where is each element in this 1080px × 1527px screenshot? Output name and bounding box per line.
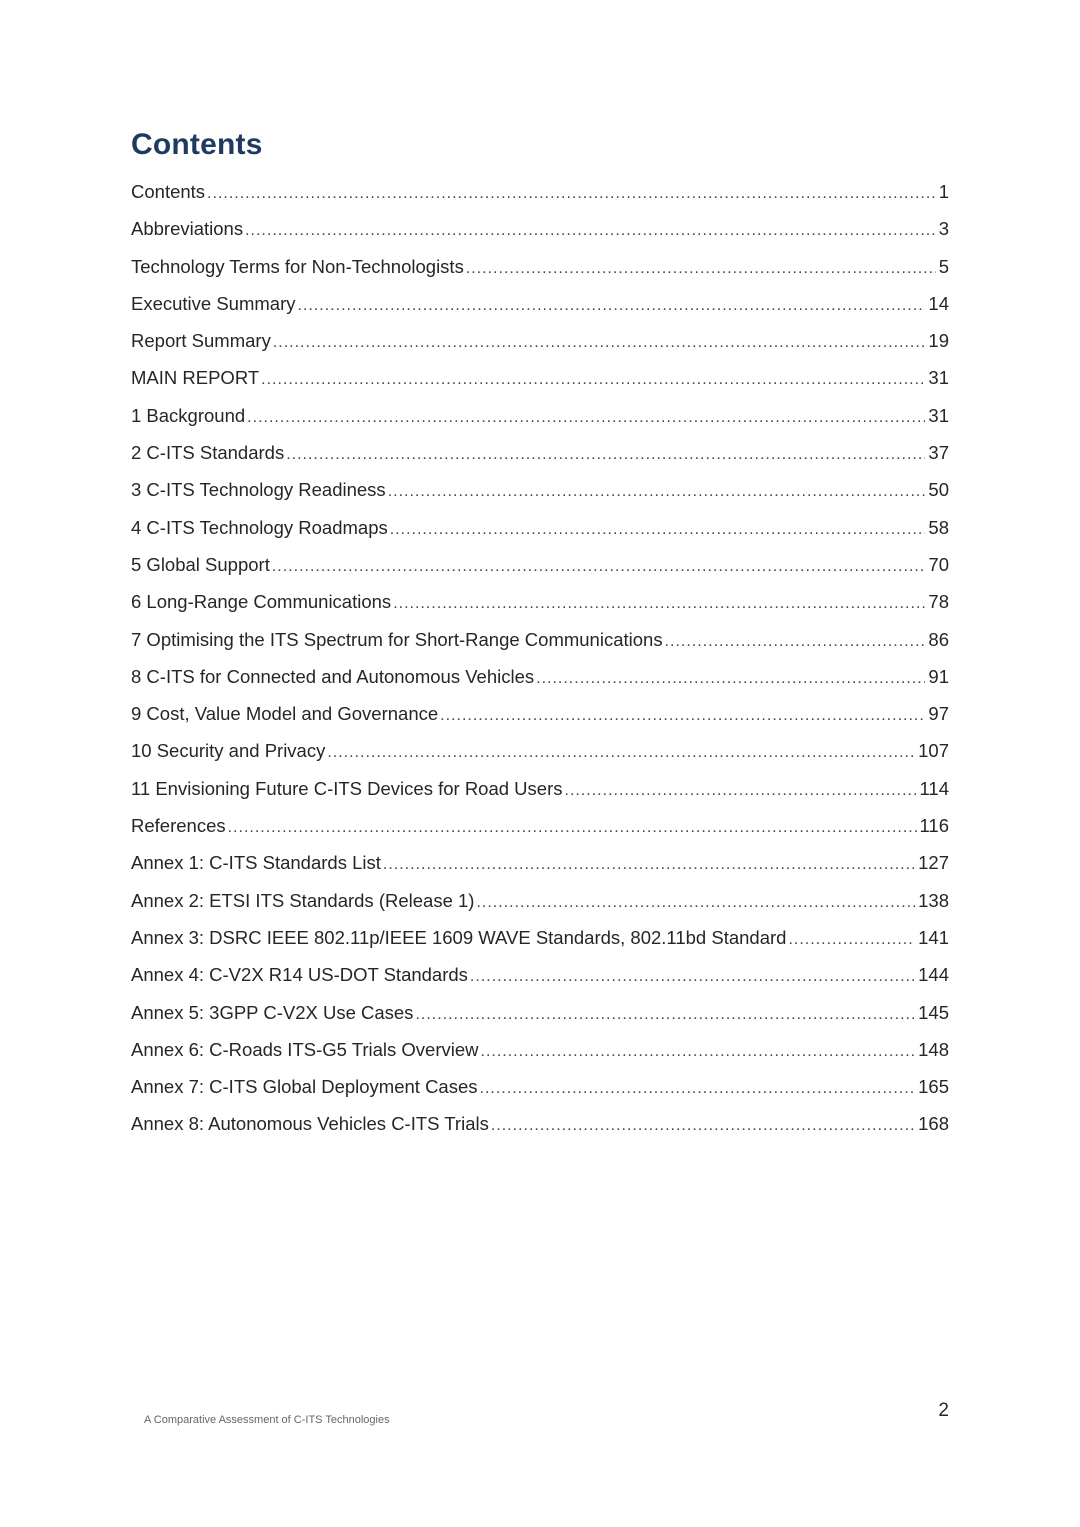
toc-dot-leader [228,809,917,846]
toc-entry[interactable] [131,621,949,658]
toc-entry[interactable] [131,658,949,695]
toc-dot-leader [470,958,915,995]
toc-dot-leader [440,697,925,734]
toc-entry-label: Annex 6: C-Roads ITS-G5 Trials Overview [131,1038,479,1060]
toc-entry-page-number: 5 [938,255,949,277]
toc-dot-leader [491,1107,915,1144]
toc-entry[interactable] [131,770,949,807]
toc-entry-label: Annex 8: Autonomous Vehicles C-ITS Trials [131,1113,489,1135]
toc-entry[interactable] [131,1031,949,1068]
toc-entry-label: Annex 1: C-ITS Standards List [131,852,381,874]
toc-dot-leader [272,548,926,585]
toc-entry[interactable] [131,546,949,583]
toc-entry-page-number: 145 [918,1001,949,1023]
table-of-contents [131,173,949,1143]
toc-entry-label: Contents [131,181,206,202]
toc-dot-leader [327,734,915,771]
toc-entry-page-number: 97 [928,703,949,725]
toc-entry[interactable] [131,844,949,881]
toc-entry[interactable] [131,994,949,1031]
toc-dot-leader [383,846,915,883]
toc-entry-page-number: 3 [938,218,949,240]
toc-entry-page-number: 114 [919,777,949,799]
toc-dot-leader [466,250,936,287]
toc-entry-label: 1 Background [131,404,246,426]
toc-entry-label: 3 C-ITS Technology Readiness [131,479,386,501]
toc-entry-page-number: 86 [928,628,949,650]
toc-entry-page-number: 127 [918,852,949,874]
toc-entry-label: 10 Security and Privacy [131,740,326,762]
toc-entry-label: Report Summary [131,330,271,352]
toc-dot-leader [390,511,926,548]
toc-dot-leader [536,660,925,697]
toc-dot-leader [261,361,925,398]
toc-entry-label: 11 Envisioning Future C-ITS Devices for Road Users [131,777,563,799]
toc-entry-page-number: 78 [928,591,949,613]
toc-dot-leader [480,1070,916,1107]
toc-entry-label: Abbreviations [131,218,244,240]
toc-entry-label: Technology Terms for Non-Technologists [131,255,464,277]
toc-entry[interactable] [131,1068,949,1105]
page-number: 2 [938,1400,949,1421]
toc-entry[interactable] [131,434,949,471]
toc-entry-page-number: 141 [918,926,949,948]
toc-entry-label: 4 C-ITS Technology Roadmaps [131,516,388,538]
toc-dot-leader [388,473,926,510]
toc-dot-leader [481,1033,916,1070]
toc-entry-page-number: 148 [918,1038,949,1060]
toc-entry-label: Annex 7: C-ITS Global Deployment Cases [131,1076,478,1098]
toc-entry-label: 2 C-ITS Standards [131,442,285,464]
toc-entry-label: 6 Long-Range Communications [131,591,392,613]
toc-dot-leader [415,996,915,1033]
toc-entry-page-number: 31 [928,367,949,389]
toc-dot-leader [565,772,917,809]
toc-entry-label: Annex 4: C-V2X R14 US-DOT Standards [131,964,468,986]
toc-entry-label: Annex 5: 3GPP C-V2X Use Cases [131,1001,414,1023]
toc-entry-label: Executive Summary [131,292,296,314]
toc-entry-page-number: 70 [928,553,949,575]
toc-entry-page-number: 116 [919,815,949,837]
toc-entry[interactable] [131,695,949,732]
toc-entry-label: 8 C-ITS for Connected and Autonomous Vehicles [131,665,535,687]
toc-entry[interactable] [131,583,949,620]
toc-dot-leader [273,324,926,361]
toc-entry-label: Annex 2: ETSI ITS Standards (Release 1) [131,889,475,911]
toc-entry-label: Annex 3: DSRC IEEE 802.11p/IEEE 1609 WAVE Standards, 802.11bd Standard [131,926,787,948]
toc-entry[interactable] [131,882,949,919]
toc-entry-page-number: 19 [928,330,949,352]
toc-entry[interactable] [131,173,949,210]
toc-entry[interactable] [131,509,949,546]
toc-entry[interactable] [131,471,949,508]
toc-entry[interactable] [131,322,949,359]
toc-entry[interactable] [131,956,949,993]
toc-entry-page-number: 31 [928,404,949,426]
toc-dot-leader [298,287,926,324]
toc-entry-label: 9 Cost, Value Model and Governance [131,703,439,725]
toc-entry-label: References [131,815,226,837]
toc-entry-page-number: 50 [928,479,949,501]
toc-dot-leader [286,436,925,473]
toc-dot-leader [665,623,926,660]
toc-entry-label: 5 Global Support [131,553,270,575]
toc-dot-leader [207,175,936,212]
toc-entry-page-number: 168 [918,1113,949,1135]
toc-entry[interactable] [131,1105,949,1142]
toc-entry-page-number: 37 [928,442,949,464]
toc-dot-leader [788,921,915,958]
toc-entry-page-number: 1 [938,181,949,202]
toc-entry-label: MAIN REPORT [131,367,260,389]
toc-entry-page-number: 14 [928,292,949,314]
toc-entry-page-number: 165 [918,1076,949,1098]
toc-entry[interactable] [131,919,949,956]
toc-entry-page-number: 58 [928,516,949,538]
toc-entry[interactable] [131,210,949,247]
toc-dot-leader [476,884,915,921]
toc-entry-label: 7 Optimising the ITS Spectrum for Short-Range Communications [131,628,663,650]
toc-entry[interactable] [131,359,949,396]
toc-entry[interactable] [131,397,949,434]
toc-dot-leader [247,399,925,436]
toc-entry[interactable] [131,285,949,322]
toc-entry-page-number: 91 [928,665,949,687]
toc-entry[interactable] [131,248,949,285]
toc-entry-page-number: 144 [918,964,949,986]
toc-entry-page-number: 138 [918,889,949,911]
page-title: Contents [131,128,263,161]
footer-document-title: A Comparative Assessment of C-ITS Technologies [144,1414,390,1426]
toc-entry[interactable] [131,807,949,844]
toc-entry-page-number: 107 [918,740,949,762]
toc-dot-leader [245,212,936,249]
toc-entry[interactable] [131,732,949,769]
toc-dot-leader [393,585,925,622]
